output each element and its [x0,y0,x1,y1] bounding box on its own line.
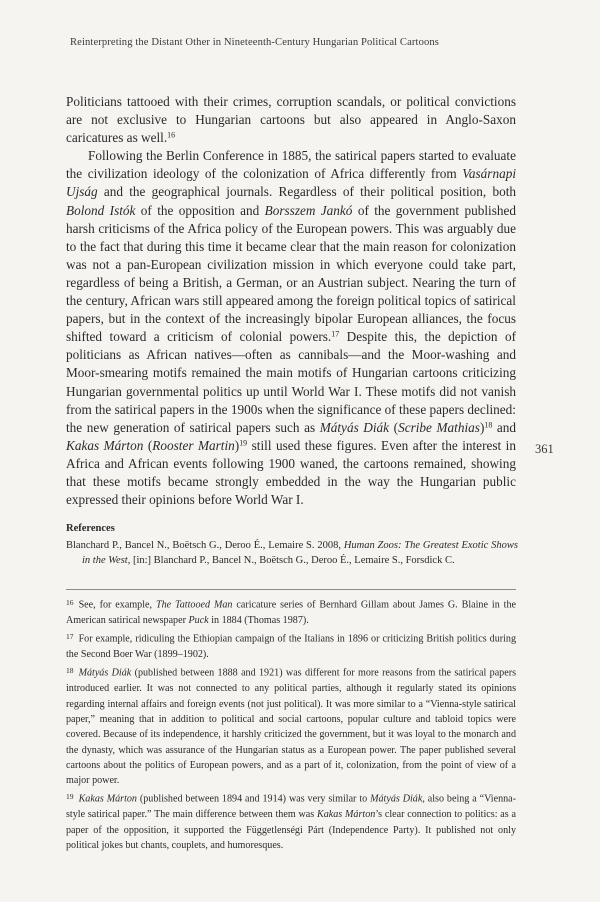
footnote [66,789,516,853]
footnote-number: 17 [66,632,74,642]
text-span: ) [479,419,485,435]
text-span: still used these figures. Even after the interest in Africa and African events following 1900 waned, the cartoons remained, showing that these motifs became strongly embedded in the way the Hungarian public expressed their opinions before World War I. [66,437,516,508]
text-span: ( [389,419,399,435]
paragraph-text: Politicians tattooed with their crimes, corruption scandals, or political convictions are not exclusive to Hungarian cartoons but also appeared in Anglo-Saxon caricatures as well. [66,94,516,146]
page-number: 361 [535,442,554,456]
footnote-divider [66,589,516,590]
text-span: (published between 1894 and 1914) was very similar to [136,794,371,806]
text-span: and [492,419,517,435]
italic-title: Vasárnapi Ujság [66,166,516,200]
text-span: of the government published harsh criticisms of the Africa policy of the European powers. This was arguably due to the fact that during this time it became clear that the main reason for colonization was not a pan-European civilization mission in which everyone could take part, regardless of being a British, a German, or an Austrian subject. Nearing the turn of the century, African wars still appeared among the foreign political topics of satirical papers, but in the context of the increasingly bipolar European alliances, the focus shifted toward a criticism of colonial powers. [66,202,516,345]
italic-title: Human Zoos: The Greatest Exotic Shows in the West [82,539,518,566]
text-span: (published between 1888 and 1921) was different for more reasons from the satirical papers introduced earlier. It was not connected to any political parties, although it regularly stated its opinions regarding internal affairs and foreign events (not just political). It was more similar to a “Vienna-style satirical paper,” meaning that in addition to political and social cartoons, popular culture and tabloid topics were covered. Because of its independence, it harshly criticized the government, but it was loyal to the monarch and the dynasty, which was assurance of the Hungarian status as a European power. The paper published several cartoons about the politics of European powers, and as a part of it, colonization, from the point of view of a major power. [66,668,516,787]
footnote-ref: 17 [331,329,340,339]
footnote-number: 19 [66,792,74,802]
main-text [66,93,516,509]
text-span: Blanchard P., Bancel N., Boëtsch G., Deroo É., Lemaire S. 2008, [66,539,344,551]
italic-title: The Tattooed Man [155,599,233,611]
footnote [66,663,516,788]
references-heading: References [66,523,115,534]
text-span: and the geographical journals. Regardless of their political position, both [97,184,516,200]
text-span: For example, ridiculing the Ethiopian campaign of the Italians in 1896 or criticizing British politics during the Second Boer War (1899–1902). [66,633,516,661]
footnote-number: 16 [66,598,74,607]
paragraph [66,147,516,509]
italic-title: Mátyás Diák [370,794,423,806]
italic-title: Mátyás Diák [319,419,390,435]
paragraph [66,93,516,147]
running-header: Reinterpreting the Distant Other in Nineteenth-Century Hungarian Political Cartoons [70,37,439,48]
text-span: , [in:] Blanchard P., Bancel N., Boëtsch G., Deroo É., Lemaire S., Forsdick C. [127,555,455,566]
text-span: Despite this, the depiction of politicians as African natives—often as cannibals—and the Moor-washing and Moor-smearing motifs remained the main motifs of Hungarian cartoons criticizing Hungarian governmental politics up until World War I. These motifs did not vanish from the satirical papers in the 1900s when the significance of these papers declined: the new generation of satirical papers such as [66,329,516,435]
italic-title: Kakas Márton [316,809,376,821]
text-span: of the opposition and [135,202,265,218]
text-span: in 1884 (Thomas 1987). [208,614,309,626]
text-span: Following the Berlin Conference in 1885, the satirical papers started to evaluate the civilization ideology of the colonization of Africa differently from [66,148,516,182]
footnote-number: 18 [66,666,74,676]
references-section [66,521,518,569]
italic-title: Mátyás Diák [78,668,132,680]
italic-title: Scribe Mathias [398,419,480,435]
footnote [66,629,516,662]
text-span: ( [143,437,153,453]
text-span: ’s clear connection to politics: as a paper of the opposition, it supported the Függetlenségi Párt (Independence Party). It published not only political jokes but chants, couplets, and humoresques. [66,809,516,852]
italic-title: Puck [188,614,209,626]
footnote-ref: 18 [484,420,493,430]
footnote [66,595,516,628]
footnote-ref: 19 [239,438,248,448]
text-span: , also being a “Vienna-style satirical paper.” The main difference between them was [66,794,517,821]
text-span: ) [234,437,240,453]
text-span: See, for example, [78,599,156,611]
footnotes-section [66,595,516,854]
italic-title: Kakas Márton [78,794,137,806]
footnote-ref: 16 [167,130,176,140]
italic-title: Rooster Martin [152,437,235,453]
text-span: caricature series of Bernhard Gillam about James G. Blaine in the American satirical newspaper [66,599,517,626]
reference-entry [66,538,518,569]
italic-title: Bolond Istók [66,202,136,218]
italic-title: Kakas Márton [66,437,144,453]
italic-title: Borsszem Jankó [264,202,353,218]
